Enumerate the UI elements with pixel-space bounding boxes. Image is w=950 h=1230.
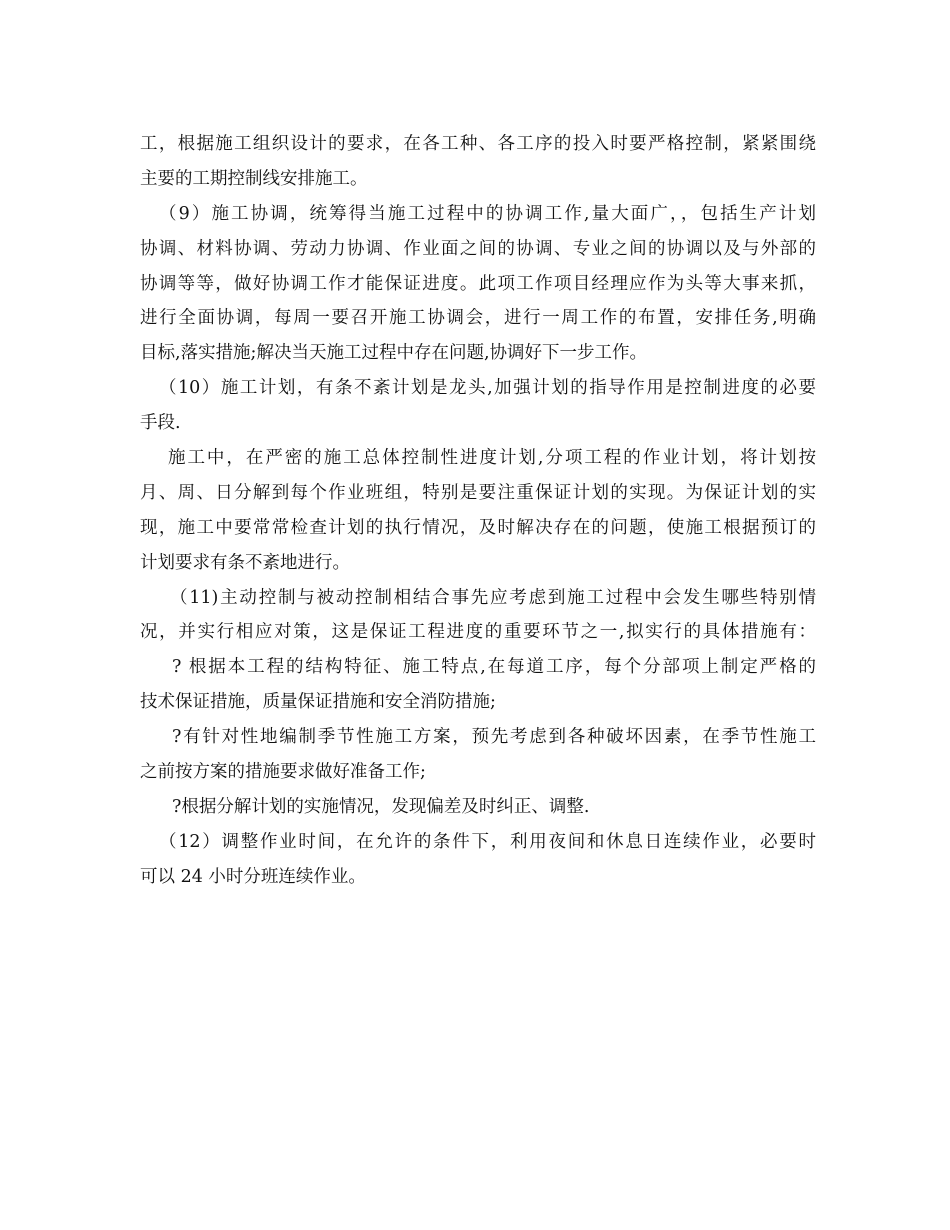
text-line: 施工中，在严密的施工总体控制性进度计划,分项工程的作业计划，将计划按 — [168, 448, 816, 469]
text-line: 计划要求有条不紊地进行。 — [140, 552, 350, 573]
text-line: ?根据分解计划的实施情况，发现偏差及时纠正、调整. — [172, 796, 590, 817]
text-line: （10）施工计划，有条不紊计划是龙头,加强计划的指导作用是控制进度的必要 — [159, 378, 816, 399]
text-line: 协调、材料协调、劳动力协调、作业面之间的协调、专业之间的协调以及与外部的 — [140, 238, 816, 259]
text-line: （12）调整作业时间，在允许的条件下，利用夜间和休息日连续作业，必要时 — [159, 831, 816, 852]
text-line: 目标,落实措施;解决当天施工过程中存在问题,协调好下一步工作。 — [140, 343, 648, 364]
text-line: ? 根据本工程的结构特征、施工特点,在每道工序，每个分部项上制定严格的 — [172, 657, 816, 678]
text-line: 可以 24 小时分班连续作业。 — [140, 866, 366, 887]
text-line: 之前按方案的措施要求做好准备工作; — [140, 762, 426, 783]
text-line: 主要的工期控制线安排施工。 — [140, 168, 368, 189]
text-line: （9）施工协调，统筹得当施工过程中的协调工作,量大面广，，包括生产计划 — [159, 203, 816, 224]
text-line: 协调等等，做好协调工作才能保证进度。此项工作项目经理应作为头等大事来抓， — [140, 273, 816, 294]
text-line: 手段. — [140, 413, 181, 434]
text-line: 技术保证措施，质量保证措施和安全消防措施; — [140, 692, 496, 713]
text-line: 月、周、日分解到每个作业班组，特别是要注重保证计划的实现。为保证计划的实 — [140, 482, 816, 503]
text-line: 况，并实行相应对策，这是保证工程进度的重要环节之一,拟实行的具体措施有： — [140, 622, 816, 643]
text-line: 进行全面协调，每周一要召开施工协调会，进行一周工作的布置，安排任务,明确 — [140, 308, 816, 329]
text-line: （11)主动控制与被动控制相结合事先应考虑到施工过程中会发生哪些特别情 — [170, 587, 816, 608]
text-line: ?有针对性地编制季节性施工方案，预先考虑到各种破坏因素，在季节性施工 — [172, 727, 816, 748]
text-line: 现，施工中要常常检查计划的执行情况，及时解决存在的问题，使施工根据预订的 — [140, 517, 816, 538]
document-body — [140, 127, 816, 895]
text-line: 工，根据施工组织设计的要求，在各工种、各工序的投入时要严格控制，紧紧围绕 — [140, 134, 816, 154]
